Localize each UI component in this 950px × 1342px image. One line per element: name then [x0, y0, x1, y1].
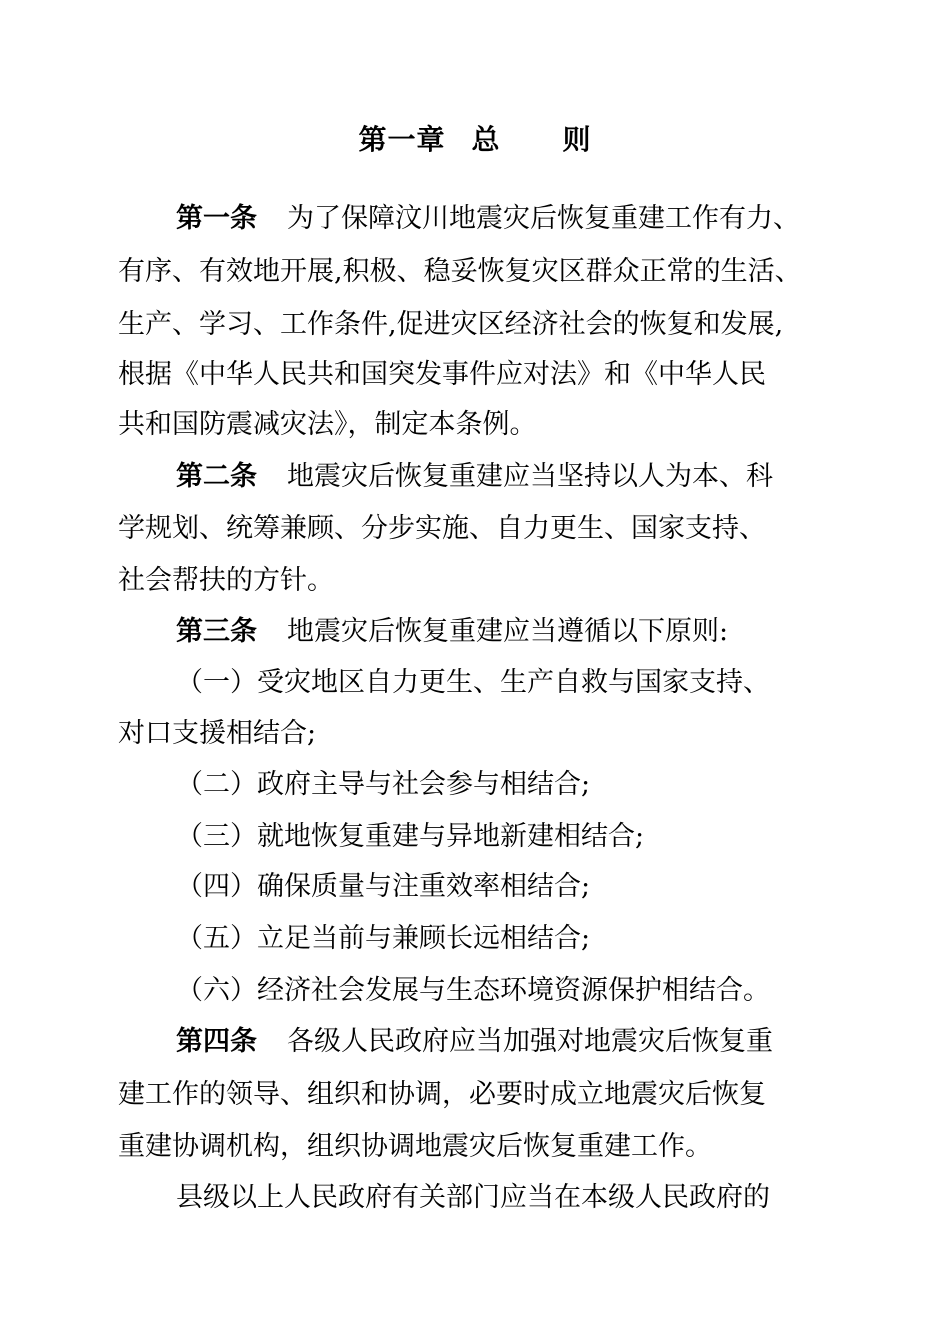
- article-4-paragraph: [176, 1022, 773, 1062]
- article-3-item-4: （四）确保质量与注重效率相结合;: [176, 871, 591, 902]
- article-2-line-2: 学规划、统筹兼顾、分步实施、自力更生、国家支持、: [118, 513, 766, 544]
- article-2-paragraph: [176, 457, 773, 497]
- article-3-item-1-cont: 对口支援相结合;: [118, 718, 317, 749]
- article-2-line-1: 地震灾后恢复重建应当坚持以人为本、科: [287, 461, 773, 492]
- article-3-line-1: 地震灾后恢复重建应当遵循以下原则:: [287, 616, 729, 647]
- chapter-number: 第一章: [358, 123, 446, 156]
- article-1-line-3: 生产、学习、工作条件,促进灾区经济社会的恢复和发展,: [118, 309, 784, 340]
- article-3-item-5: （五）立足当前与兼顾长远相结合;: [176, 923, 591, 954]
- article-2-line-3: 社会帮扶的方针。: [118, 565, 334, 596]
- article-3-label: 第三条: [176, 616, 257, 647]
- article-3-item-1: （一）受灾地区自力更生、生产自救与国家支持、: [176, 667, 770, 698]
- article-1-label: 第一条: [176, 203, 257, 234]
- chapter-word-2: 则: [562, 123, 592, 156]
- article-1-line-5: 共和国防震减灾法》，制定本条例。: [118, 409, 537, 440]
- article-1-line-1: 为了保障汶川地震灾后恢复重建工作有力、: [287, 203, 800, 234]
- article-1-line-4: 根据《中华人民共和国突发事件应对法》和《中华人民: [118, 359, 766, 390]
- article-3-item-3: （三）就地恢复重建与异地新建相结合;: [176, 821, 645, 852]
- chapter-word-1: 总: [471, 123, 501, 156]
- article-4-label: 第四条: [176, 1026, 257, 1057]
- article-3-paragraph: [176, 612, 728, 652]
- chapter-title: [0, 118, 950, 162]
- article-4-line-3: 重建协调机构，组织协调地震灾后恢复重建工作。: [118, 1131, 712, 1162]
- article-4-line-2: 建工作的领导、组织和协调，必要时成立地震灾后恢复: [118, 1079, 766, 1110]
- article-4-line-4: 县级以上人民政府有关部门应当在本级人民政府的: [176, 1182, 770, 1213]
- article-4-line-1: 各级人民政府应当加强对地震灾后恢复重: [287, 1026, 773, 1057]
- article-1-line-2: 有序、有效地开展,积极、稳妥恢复灾区群众正常的生活、: [118, 256, 802, 287]
- article-1-paragraph: [176, 199, 800, 239]
- article-3-item-6: （六）经济社会发展与生态环境资源保护相结合。: [176, 975, 770, 1006]
- article-2-label: 第二条: [176, 461, 257, 492]
- article-3-item-2: （二）政府主导与社会参与相结合;: [176, 769, 591, 800]
